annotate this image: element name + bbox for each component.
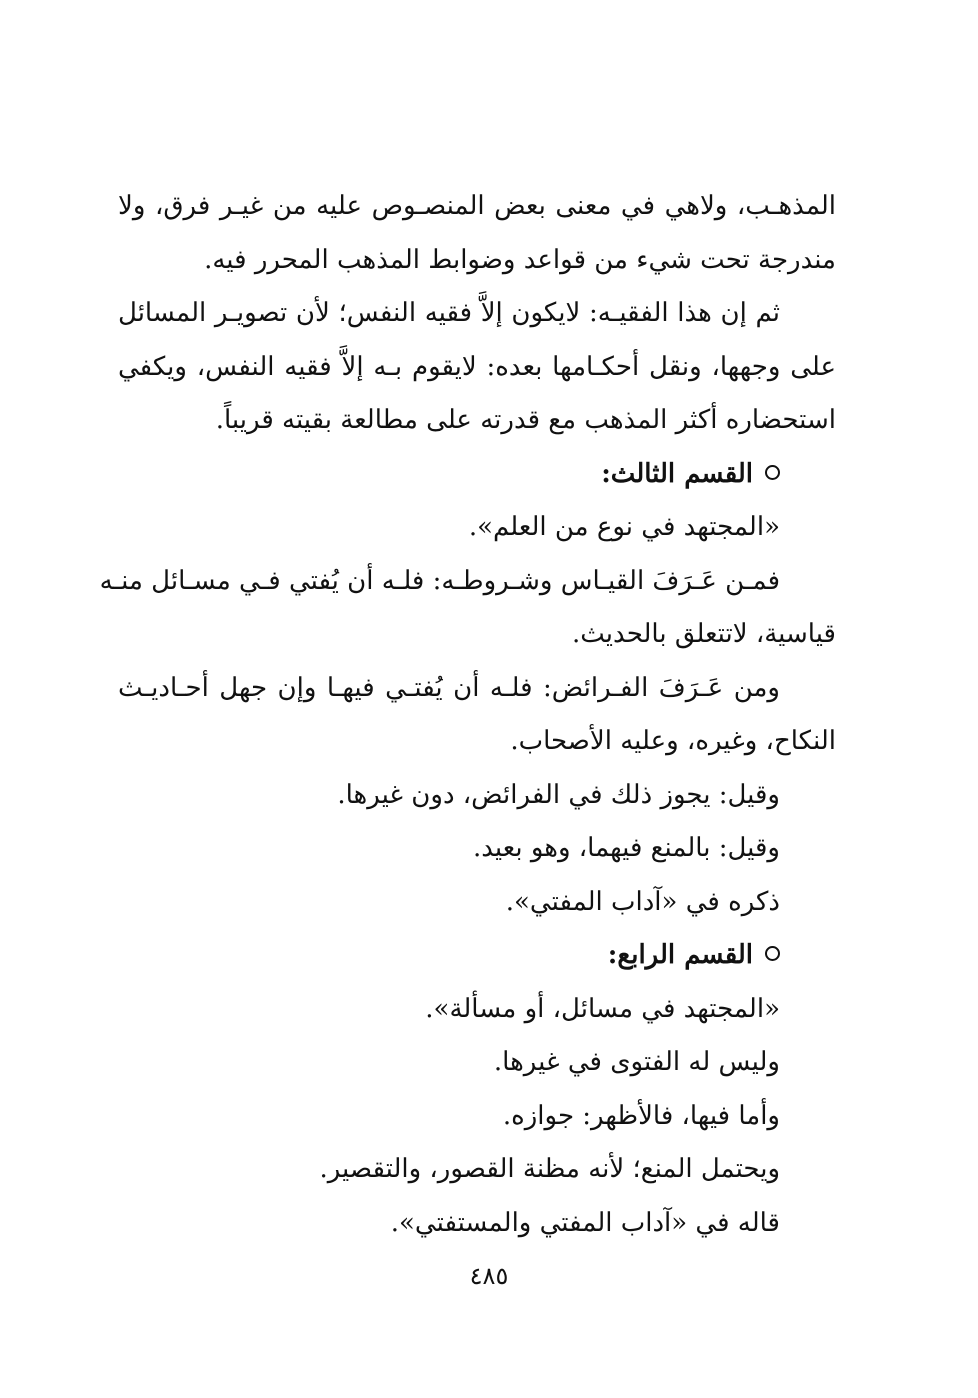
section-heading-label: القسم الرابع: [607, 940, 753, 970]
circle-bullet-icon [765, 946, 780, 961]
text-line: المذهـب، ولاهي في معنى بعض المنصـوص عليه من غيـر فرق، ولا [118, 191, 836, 221]
text-line: ويحتمل المنع؛ لأنه مظنة القصور، والتقصير. [319, 1154, 780, 1184]
text-line: وليس له الفتوى في غيرها. [493, 1047, 780, 1077]
text-line: فمـن عَـرَفَ القيـاس وشـروطـه: فلـه أن يُفتي فـي مسـائل منـه [99, 565, 780, 596]
page-number: ٤٨٥ [469, 1262, 509, 1290]
section-heading-third [118, 448, 836, 502]
text-line: استحضاره أكثر المذهب مع قدرته على مطالعة بقيته قريباً. [215, 405, 836, 435]
text-line: على وجهها، ونقل أحكـامها بعده: لايقوم بـه إلاَّ فقيه النفس، ويكفي [118, 351, 836, 382]
section-heading-label: القسم الثالث: [601, 458, 753, 489]
text-line: وأما فيها، فالأظهر: جوازه. [502, 1100, 780, 1131]
circle-bullet-icon [765, 465, 780, 480]
text-line: «المجتهد في مسائل، أو مسألة». [425, 993, 780, 1024]
text-line: وقيل: يجوز ذلك في الفرائض، دون غيرها. [337, 779, 780, 810]
text-line: النكاح، وغيره، وعليه الأصحاب. [510, 726, 836, 756]
text-line: مندرجة تحت شيء من قواعد وضوابط المذهب المحرر فيه. [204, 244, 836, 275]
text-line: ذكره في «آداب المفتي». [505, 886, 780, 917]
section-heading-fourth [118, 929, 836, 983]
text-line: ومن عَـرَفَ الفـرائض: فلـه أن يُفتـي فيهـا وإن جهل أحـاديـث [118, 672, 780, 703]
text-line: قاله في «آداب المفتي والمستفتي». [390, 1207, 780, 1238]
text-line: «المجتهد في نوع من العلم». [468, 512, 780, 542]
text-line: قياسية، لاتتعلق بالحديث. [572, 619, 836, 649]
text-line: ثم إن هذا الفقيـه: لايكون إلاَّ فقيه النفس؛ لأن تصويـر المسائل [118, 298, 780, 328]
text-line: وقيل: بالمنع فيهما، وهو بعيد. [473, 833, 780, 863]
page-body-text [99, 180, 836, 1250]
